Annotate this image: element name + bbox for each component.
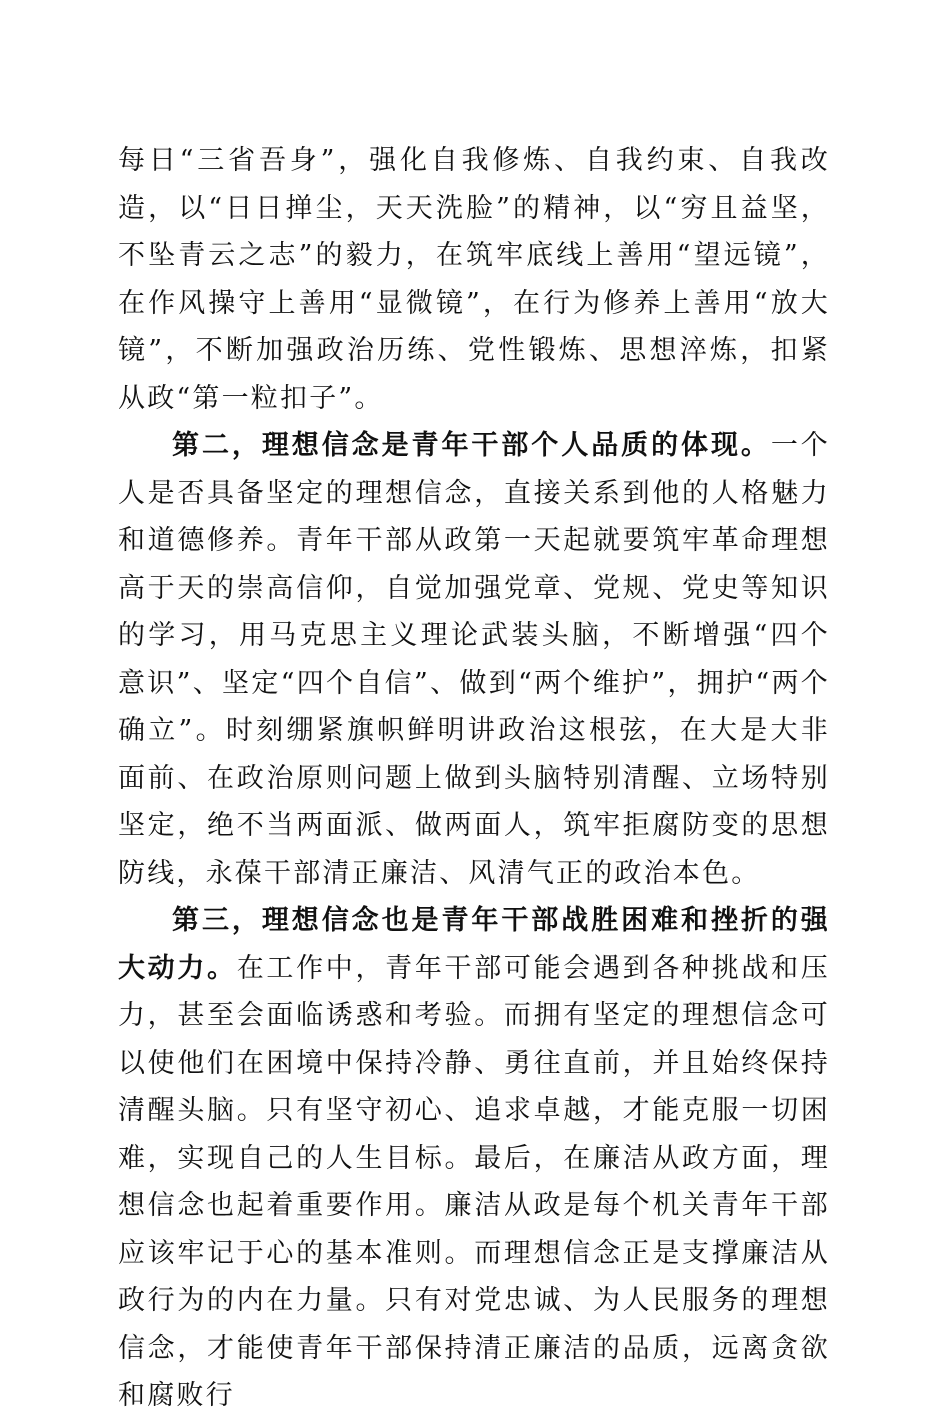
paragraph-3-lead: 第三，理想信念也是青年干部战胜困难和挫折的强大动力。 [118,905,830,984]
paragraph-3-body: 在工作中，青年干部可能会遇到各种挑战和压力，甚至会面临诱惑和考验。而拥有坚定的理想信念可以使他们在困境中保持冷静、勇往直前，并且始终保持清醒头脑。只有坚守初心、追求卓越，才能克服一切困难，实现自己的人生目标。最后，在廉洁从政方面，理想信念也起着重要作用。廉洁从政是每个机关青年干部应该牢记于心的基本准则。而理想信念正是支撑廉洁从政行为的内在力量。只有对党忠诚、为人民服务的理想信念，才能使青年干部保持清正廉洁的品质，远离贪欲和腐败行 [118,952,830,1411]
paragraph-1-text: 每日“三省吾身”，强化自我修炼、自我约束、自我改造，以“日日掸尘，天天洗脸”的精神，以“穷且益坚，不坠青云之志”的毅力，在筑牢底线上善用“望远镜”，在作风操守上善用“显微镜”，在行为修养上善用“放大镜”，不断加强政治历练、党性锻炼、思想淬炼，扣紧从政“第一粒扣子”。 [118,145,830,414]
paragraph-2-lead: 第二，理想信念是青年干部个人品质的体现。 [172,430,771,461]
paragraph-1 [118,137,830,422]
document-body [118,137,830,1420]
paragraph-3 [118,897,830,1420]
paragraph-2 [118,422,830,897]
paragraph-2-body: 一个人是否具备坚定的理想信念，直接关系到他的人格魅力和道德修养。青年干部从政第一天起就要筑牢革命理想高于天的崇高信仰，自觉加强党章、党规、党史等知识的学习，用马克思主义理论武装头脑，不断增强“四个意识”、坚定“四个自信”、做到“两个维护”，拥护“两个确立”。时刻绷紧旗帜鲜明讲政治这根弦，在大是大非面前、在政治原则问题上做到头脑特别清醒、立场特别坚定，绝不当两面派、做两面人，筑牢拒腐防变的思想防线，永葆干部清正廉洁、风清气正的政治本色。 [118,430,831,889]
